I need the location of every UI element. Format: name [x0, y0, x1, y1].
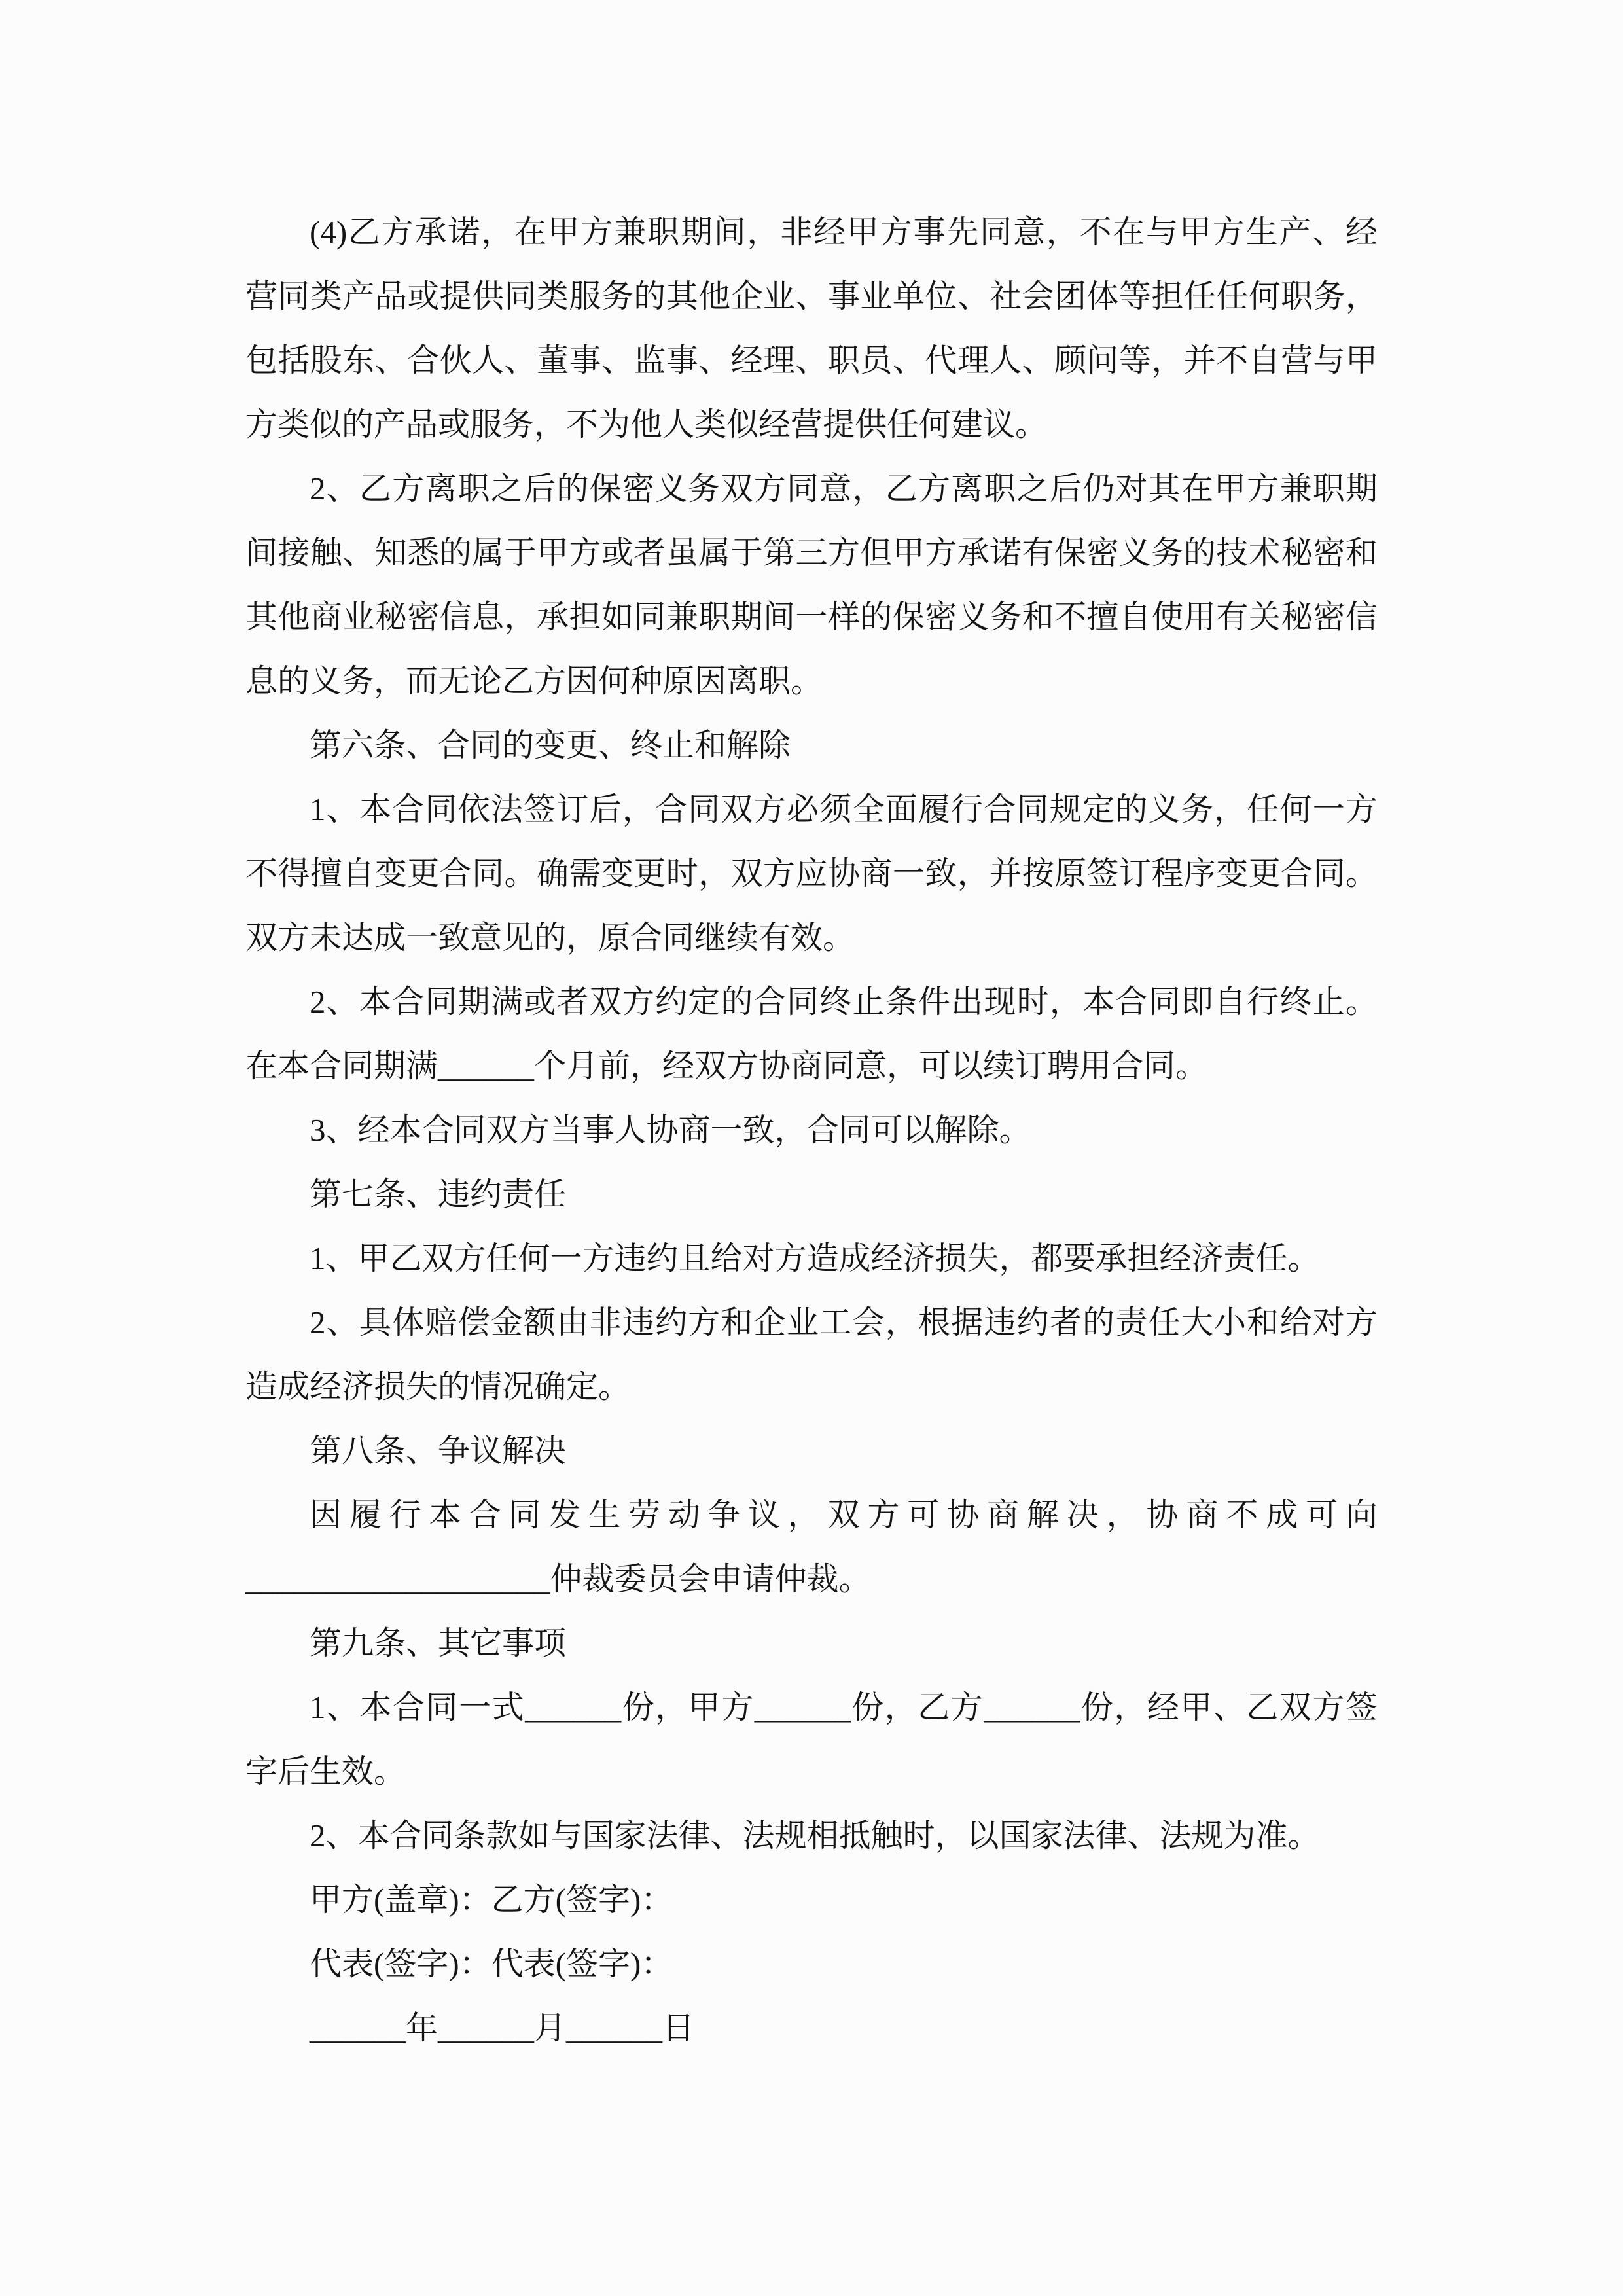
document-line: 1、甲乙双方任何一方违约且给对方造成经济损失，都要承担经济责任。: [310, 1240, 1320, 1276]
date-line: ______年______月______日: [310, 2010, 695, 2046]
section-heading-article-6: 第六条、合同的变更、终止和解除: [310, 727, 791, 763]
document-line: (4)乙方承诺，在甲方兼职期间，非经甲方事先同意，不在与甲方生产、经: [310, 214, 1378, 250]
arbitration-blank-line: ___________________仲裁委员会申请仲裁。: [245, 1561, 871, 1597]
document-line: 2、具体赔偿金额由非违约方和企业工会，根据违约者的责任大小和给对方: [310, 1304, 1378, 1340]
document-line: 不得擅自变更合同。确需变更时，双方应协商一致，并按原签订程序变更合同。: [245, 855, 1378, 891]
section-heading-article-7: 第七条、违约责任: [310, 1176, 567, 1212]
document-line: 2、本合同期满或者双方约定的合同终止条件出现时，本合同即自行终止。: [310, 984, 1378, 1020]
document-line: 方类似的产品或服务，不为他人类似经营提供任何建议。: [245, 406, 1048, 442]
section-heading-article-9: 第九条、其它事项: [310, 1625, 567, 1661]
document-line: 字后生效。: [245, 1753, 406, 1789]
section-heading-article-8: 第八条、争议解决: [310, 1433, 567, 1469]
document-line: 双方未达成一致意见的，原合同继续有效。: [245, 920, 855, 956]
document-line: 2、乙方离职之后的保密义务双方同意，乙方离职之后仍对其在甲方兼职期: [310, 471, 1378, 507]
document-line: 3、经本合同双方当事人协商一致，合同可以解除。: [310, 1112, 1031, 1148]
document-line: 2、本合同条款如与国家法律、法规相抵触时，以国家法律、法规为准。: [310, 1818, 1320, 1854]
document-body: [245, 200, 1378, 2060]
document-line: 因履行本合同发生劳动争议，双方可协商解决，协商不成可向: [310, 1497, 1378, 1533]
document-line: 营同类产品或提供同类服务的其他企业、事业单位、社会团体等担任任何职务，: [245, 278, 1378, 314]
document-line: 1、本合同依法签订后，合同双方必须全面履行合同规定的义务，任何一方: [310, 791, 1378, 827]
document-line: 造成经济损失的情况确定。: [245, 1369, 631, 1405]
signature-line-parties: 甲方(盖章)：乙方(签字)：: [310, 1882, 673, 1918]
document-line-blank-months: 在本合同期满______个月前，经双方协商同意，可以续订聘用合同。: [245, 1048, 1208, 1084]
document-line: 其他商业秘密信息，承担如同兼职期间一样的保密义务和不擅自使用有关秘密信: [245, 599, 1378, 635]
document-line: 息的义务，而无论乙方因何种原因离职。: [245, 663, 823, 699]
signature-line-representatives: 代表(签字)：代表(签字)：: [310, 1946, 673, 1982]
document-line: 间接触、知悉的属于甲方或者虽属于第三方但甲方承诺有保密义务的技术秘密和: [245, 535, 1378, 571]
document-line-blank-copies: 1、本合同一式______份，甲方______份，乙方______份，经甲、乙双方签: [310, 1689, 1378, 1725]
document-line: 包括股东、合伙人、董事、监事、经理、职员、代理人、顾问等，并不自营与甲: [245, 342, 1378, 378]
